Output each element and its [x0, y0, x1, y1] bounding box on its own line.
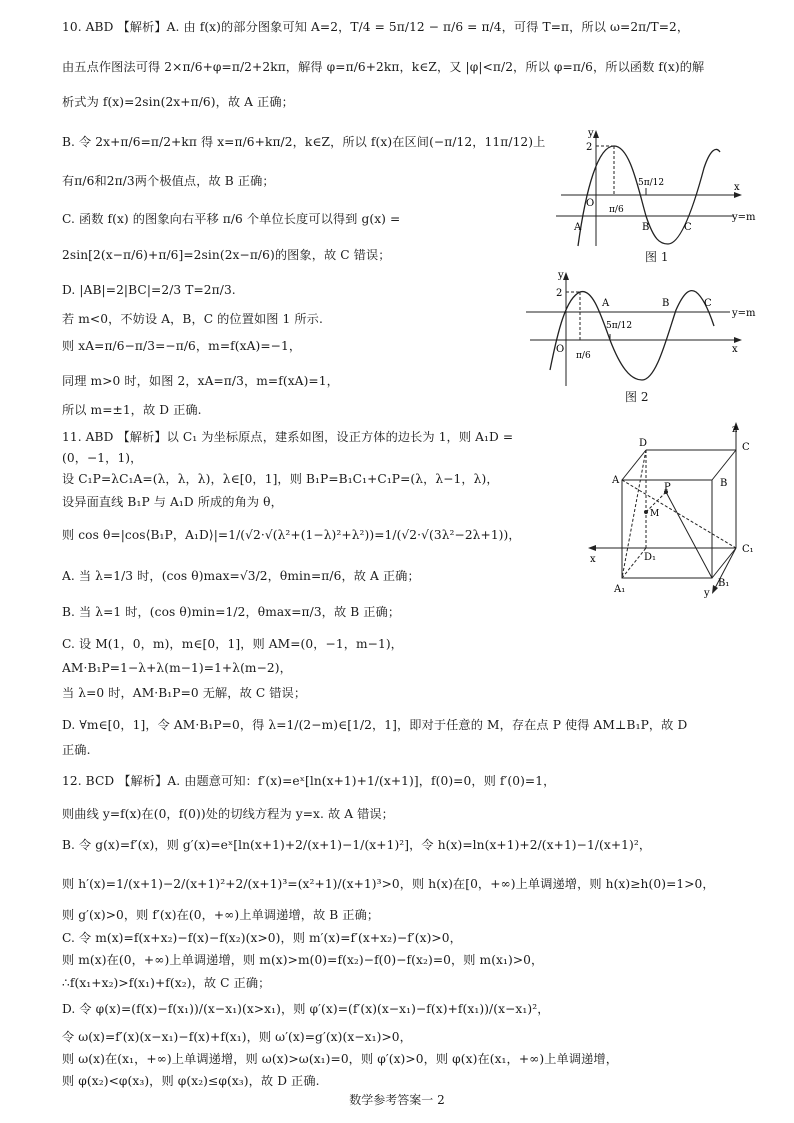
fig1-label-pi6: π/6 — [609, 205, 624, 215]
q10-line: 则 xA=π/6−π/3=−π/6，m=f(xA)=−1， — [62, 339, 302, 353]
fig1-label-A: A — [574, 222, 582, 233]
figure-1-caption: 图 1 — [645, 250, 669, 264]
fig2-label-2: 2 — [556, 288, 563, 299]
figure-cube — [586, 420, 766, 602]
figure-2-sine-graph — [526, 270, 766, 392]
cube-label-B1: B₁ — [718, 578, 730, 589]
cube-label-C1: C₁ — [742, 544, 754, 555]
fig2-label-B: B — [662, 298, 670, 309]
q10-line: 同理 m>0 时，如图 2，xA=π/3，m=f(xA)=1， — [62, 374, 339, 388]
cube-label-C: C — [742, 442, 750, 453]
q12-line: 则 ω(x)在(x₁，+∞)上单调递增，则 ω(x)>ω(x₁)=0，则 φ′(x)>0，则 φ(x)在(x₁，+∞)上单调递增， — [62, 1052, 618, 1066]
fig1-label-B: B — [642, 222, 650, 233]
q11-line: 当 λ=0 时，AM·B₁P=0 无解，故 C 错误； — [62, 686, 307, 700]
cube-label-D: D — [639, 438, 648, 449]
q10-line: 若 m<0，不妨设 A，B，C 的位置如图 1 所示. — [62, 312, 323, 326]
q11-line: 设 C₁P=λC₁A=(λ，λ，λ)，λ∈[0，1]，则 B₁P=B₁C₁+C₁P=(λ，λ−1，λ)， — [62, 472, 499, 486]
q10-line: D. |AB|=2|BC|=2/3 T=2π/3. — [62, 283, 236, 297]
q11-line: 11. ABD 【解析】以 C₁ 为坐标原点，建系如图，设正方体的边长为 1，则 A₁D = — [62, 430, 514, 444]
q12-line: D. 令 φ(x)=(f(x)−f(x₁))/(x−x₁)(x>x₁)，则 φ′(x)=(f′(x)(x−x₁)−f(x)+f(x₁))/(x−x₁)²， — [62, 1002, 550, 1016]
cube-label-M: M — [650, 509, 660, 519]
q10-line: 10. ABD 【解析】A. 由 f(x)的部分图象可知 A=2，T/4 = 5π/12 − π/6 = π/4，可得 T=π，所以 ω=2π/T=2， — [62, 20, 690, 34]
fig1-label-2: 2 — [586, 142, 593, 153]
fig1-label-origin: O — [586, 198, 595, 209]
q11-line: 设异面直线 B₁P 与 A₁D 所成的角为 θ， — [62, 495, 283, 509]
q12-line: 则 m(x)在(0，+∞)上单调递增，则 m(x)>m(0)=f(x₂)−f(0)−f(x₂)=0，则 m(x₁)>0， — [62, 953, 544, 967]
fig1-label-x: x — [734, 182, 740, 193]
fig2-label-pi6: π/6 — [576, 351, 591, 361]
cube-label-B: B — [720, 478, 728, 489]
cube-label-A: A — [612, 475, 620, 486]
q11-line: D. ∀m∈[0，1]，令 AM·B₁P=0，得 λ=1/(2−m)∈[1/2，1]，即对于任意的 M，存在点 P 使得 AM⊥B₁P，故 D — [62, 718, 688, 732]
cube-label-P: P — [664, 482, 671, 493]
fig2-label-ym: y=m — [732, 308, 756, 319]
q10-line: 由五点作图法可得 2×π/6+φ=π/2+2kπ，解得 φ=π/6+2kπ，k∈Z，又 |φ|<π/2，所以 φ=π/6，所以函数 f(x)的解 — [62, 60, 705, 74]
q12-line: 令 ω(x)=f′(x)(x−x₁)−f(x)+f(x₁)，则 ω′(x)=g′(x)(x−x₁)>0， — [62, 1030, 412, 1044]
q12-line: 则 φ(x₂)<φ(x₃)，则 φ(x₂)≤φ(x₃)，故 D 正确. — [62, 1074, 320, 1088]
cube-label-A1: A₁ — [614, 584, 626, 595]
q12-line: 则 g′(x)>0，则 f′(x)在(0，+∞)上单调递增，故 B 正确； — [62, 908, 380, 922]
fig2-label-C: C — [704, 298, 712, 309]
q12-line: B. 令 g(x)=f′(x)，则 g′(x)=eˣ[ln(x+1)+2/(x+1)−1/(x+1)²]，令 h(x)=ln(x+1)+2/(x+1)−1/(x+1)²， — [62, 838, 652, 852]
q10-line: 析式为 f(x)=2sin(2x+π/6)，故 A 正确； — [62, 95, 294, 109]
q11-line: A. 当 λ=1/3 时，(cos θ)max=√3/2，θmin=π/6，故 A 正确； — [62, 569, 420, 583]
figure-2-caption: 图 2 — [625, 390, 649, 404]
fig1-label-C: C — [684, 222, 692, 233]
q11-line: C. 设 M(1，0，m)，m∈[0，1]，则 AM=(0，−1，m−1)， — [62, 637, 403, 651]
fig2-label-origin: O — [556, 344, 565, 355]
cube-label-x: x — [590, 554, 596, 565]
q10-line: 所以 m=±1，故 D 正确. — [62, 403, 202, 417]
q11-line: 正确. — [62, 743, 91, 757]
q12-line: 则曲线 y=f(x)在(0，f(0))处的切线方程为 y=x. 故 A 错误； — [62, 807, 394, 821]
fig2-label-5pi12: 5π/12 — [606, 321, 633, 331]
page-footer: 数学参考答案一 2 — [349, 1093, 445, 1107]
fig1-label-y: y — [588, 128, 594, 139]
q12-line: C. 令 m(x)=f(x+x₂)−f(x)−f(x₂)(x>0)，则 m′(x)=f′(x+x₂)−f′(x)>0， — [62, 931, 462, 945]
fig1-label-5pi12: 5π/12 — [638, 178, 665, 188]
q10-line: B. 令 2x+π/6=π/2+kπ 得 x=π/6+kπ/2，k∈Z，所以 f(x)在区间(−π/12，11π/12)上 — [62, 135, 546, 149]
q11-line: 则 cos θ=|cos⟨B₁P，A₁D⟩|=1/(√2·√(λ²+(1−λ)²+λ²))=1/(√2·√(3λ²−2λ+1))， — [62, 528, 521, 542]
cube-label-z: z — [732, 424, 738, 435]
q10-line: 2sin[2(x−π/6)+π/6]=2sin(2x−π/6)的图象，故 C 错误； — [62, 248, 391, 262]
fig2-label-y: y — [558, 270, 564, 281]
q12-line: 则 h′(x)=1/(x+1)−2/(x+1)²+2/(x+1)³=(x²+1)/(x+1)³>0，则 h(x)在[0，+∞)上单调递增，则 h(x)≥h(0)=1>0， — [62, 877, 715, 891]
fig2-label-x: x — [732, 344, 738, 355]
figure-1-sine-graph — [556, 128, 756, 254]
cube-label-D1: D₁ — [644, 552, 657, 563]
q11-line: AM·B₁P=1−λ+λ(m−1)=1+λ(m−2)， — [62, 661, 292, 675]
q10-line: C. 函数 f(x) 的图象向右平移 π/6 个单位长度可以得到 g(x) = — [62, 212, 401, 226]
q10-line: 有π/6和2π/3两个极值点，故 B 正确； — [62, 174, 275, 188]
q11-line: B. 当 λ=1 时，(cos θ)min=1/2，θmax=π/3，故 B 正确； — [62, 605, 401, 619]
q11-line: (0，−1，1)， — [62, 451, 143, 465]
fig2-sine-curve — [550, 291, 714, 380]
q12-line: 12. BCD 【解析】A. 由题意可知：f′(x)=eˣ[ln(x+1)+1/(x+1)]，f(0)=0，则 f′(0)=1， — [62, 774, 556, 788]
fig2-label-A: A — [602, 298, 610, 309]
cube-label-y: y — [704, 588, 710, 598]
q12-line: ∴f(x₁+x₂)>f(x₁)+f(x₂)，故 C 正确； — [62, 976, 271, 990]
fig1-label-ym: y=m — [732, 212, 756, 223]
